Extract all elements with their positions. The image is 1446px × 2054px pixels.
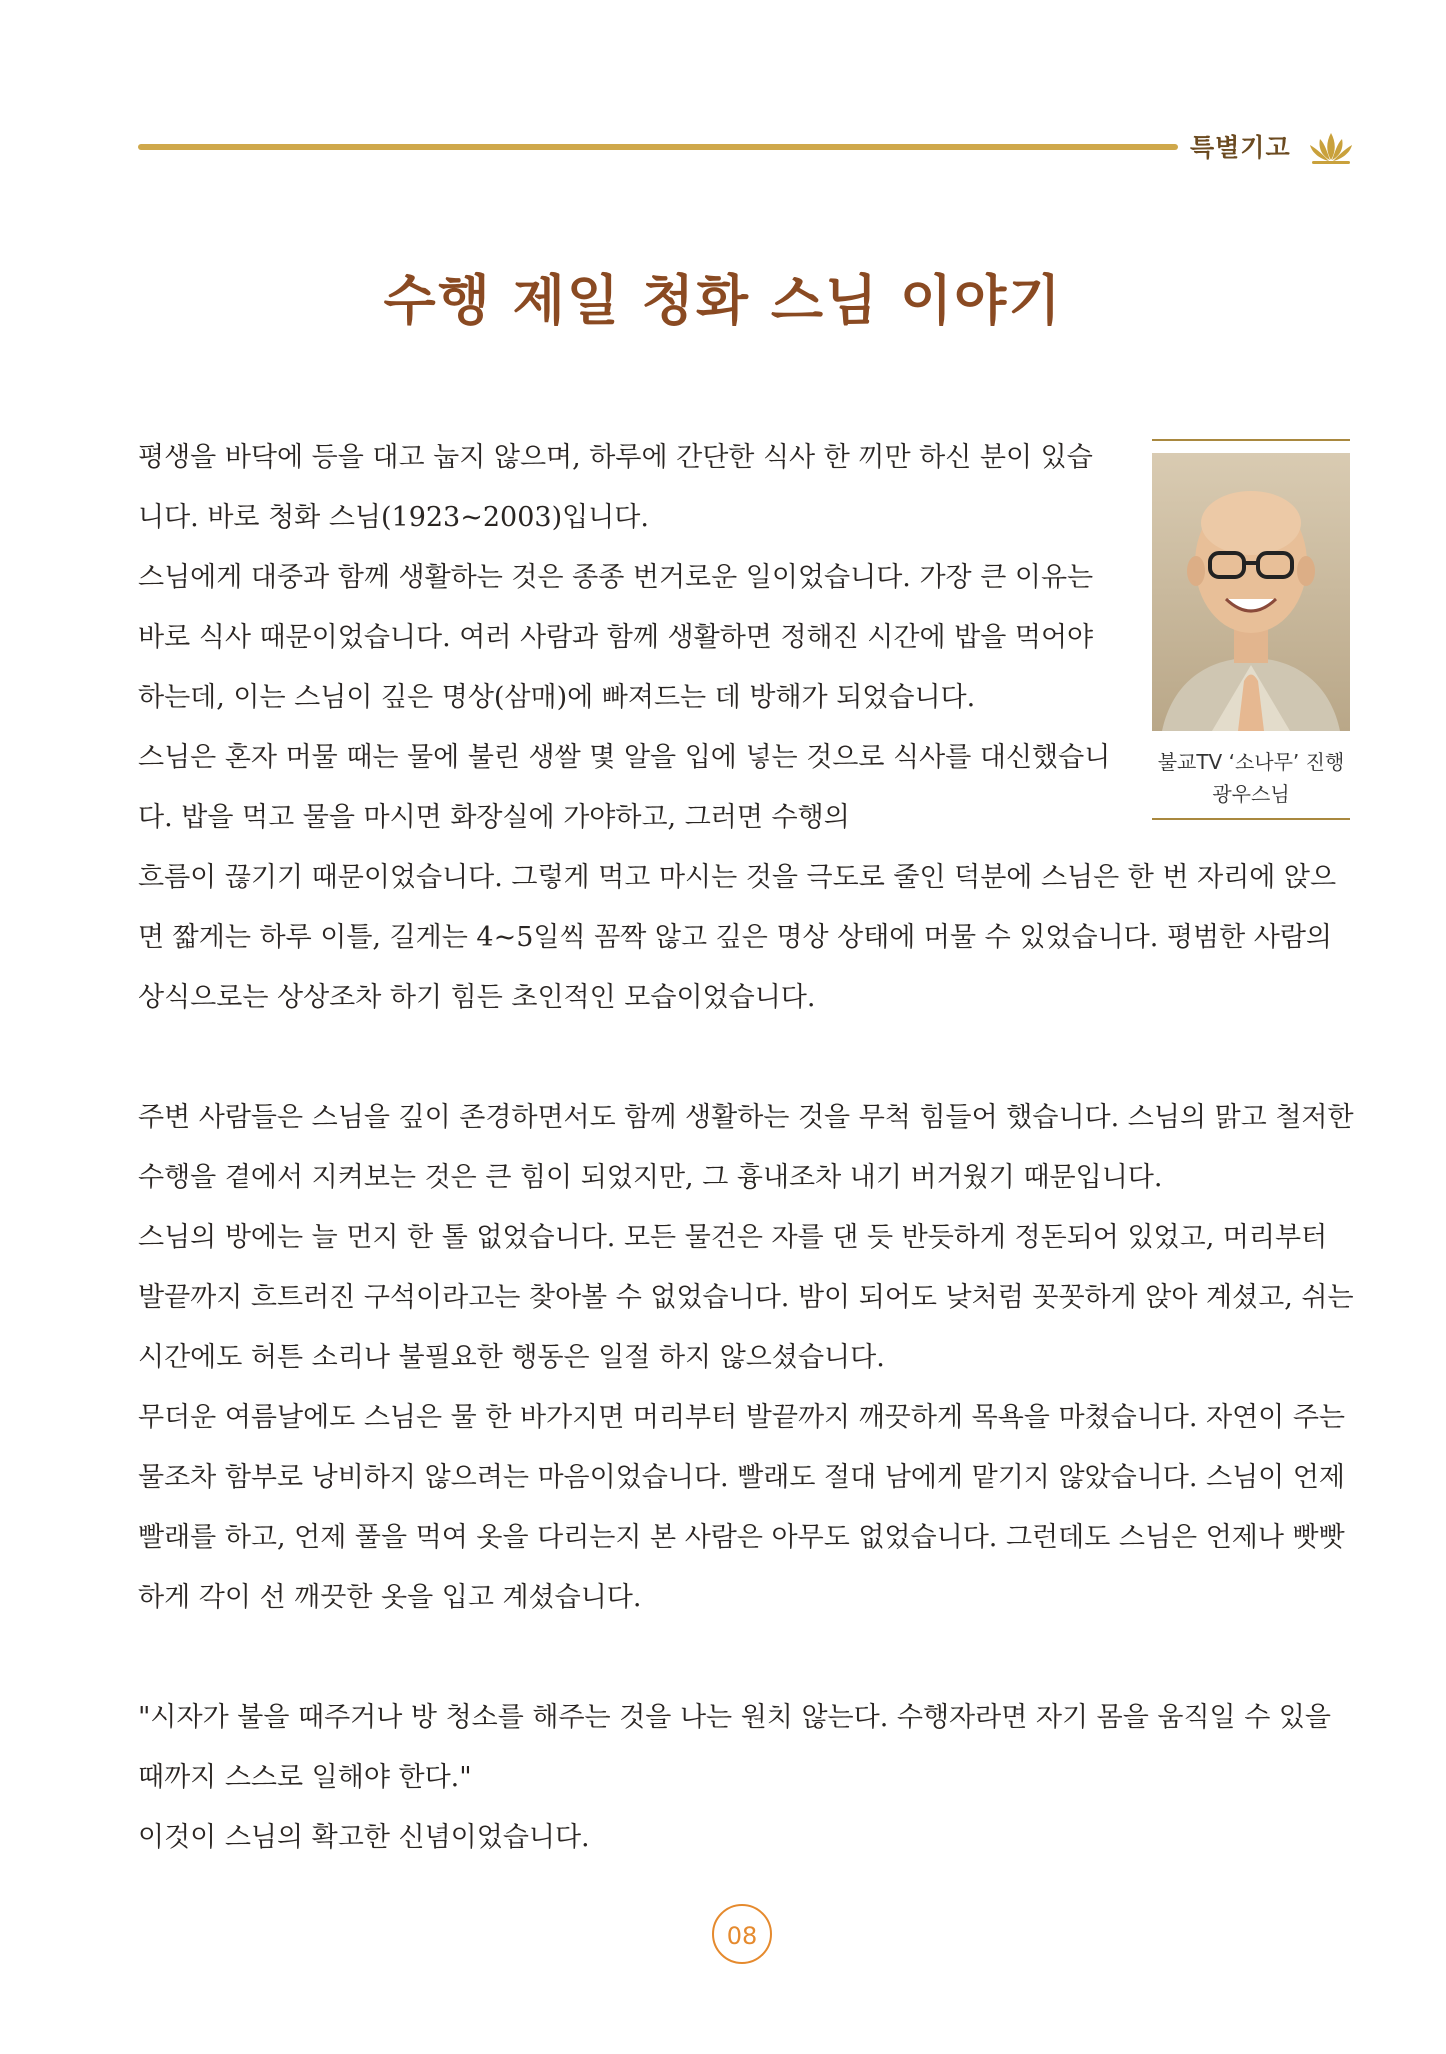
- article-body: [138, 428, 1354, 1868]
- paragraph-part: 스님은 혼자 머물 때는 물에 불린 생쌀 몇 알을 입에 넣는 것으로 식사를 대신했습니다. 밥을 먹고 물을 마시면 화장실에 가야하고, 그러면 수행의: [138, 742, 1111, 833]
- photo-caption-line2: 광우스님: [1212, 782, 1290, 806]
- header-rule: [138, 144, 1178, 150]
- section-label: 특별기고: [1190, 133, 1291, 162]
- paragraph: [138, 728, 1354, 1028]
- paragraph: 이것이 스님의 확고한 신념이었습니다.: [138, 1822, 590, 1853]
- paragraph: 스님에게 대중과 함께 생활하는 것은 종종 번거로운 일이었습니다. 가장 큰 이유는 바로 식사 때문이었습니다. 여러 사람과 함께 생활하면 정해진 시간에 밥을 먹어야 하는데, 이는 스님이 깊은 명상(삼매)에 빠져드는 데 방해가 되었습니다.: [138, 562, 1094, 713]
- article-title: 수행 제일 청화 스님 이야기: [383, 269, 1063, 332]
- paragraph: 스님의 방에는 늘 먼지 한 톨 없었습니다. 모든 물건은 자를 댄 듯 반듯하게 정돈되어 있었고, 머리부터 발끝까지 흐트러진 구석이라고는 찾아볼 수 없었습니다. 밤이 되어도 낮처럼 꼿꼿하게 앉아 계셨고, 쉬는 시간에도 허튼 소리나 불필요한 행동은 일절 하지 않으셨습니다.: [138, 1222, 1354, 1373]
- paragraph: 무더운 여름날에도 스님은 물 한 바가지면 머리부터 발끝까지 깨끗하게 목욕을 마쳤습니다. 자연이 주는 물조차 함부로 낭비하지 않으려는 마음이었습니다. 빨래도 절대 남에게 맡기지 않았습니다. 스님이 언제 빨래를 하고, 언제 풀을 먹여 옷을 다리는지 본 사람은 아무도 없었습니다. 그런데도 스님은 언제나 빳빳하게 각이 선 깨끗한 옷을 입고 계셨습니다.: [138, 1402, 1346, 1613]
- photo-caption-line1: 불교TV ‘소나무’ 진행: [1157, 750, 1345, 774]
- paragraph: 주변 사람들은 스님을 깊이 존경하면서도 함께 생활하는 것을 무척 힘들어 했습니다. 스님의 맑고 철저한 수행을 곁에서 지켜보는 것은 큰 힘이 되었지만, 그 흉내조차 내기 버거웠기 때문입니다.: [138, 1102, 1354, 1193]
- paragraph: "시자가 불을 때주거나 방 청소를 해주는 것을 나는 원치 않는다. 수행자라면 자기 몸을 움직일 수 있을 때까지 스스로 일해야 한다.": [138, 1702, 1332, 1793]
- lotus-icon: [1306, 130, 1356, 166]
- paragraph-part: 흐름이 끊기기 때문이었습니다. 그렇게 먹고 마시는 것을 극도로 줄인 덕분에 스님은 한 번 자리에 앉으면 짧게는 하루 이틀, 길게는 4~5일씩 꼼짝 않고 깊은 명상 상태에 머물 수 있었습니다. 평범한 사람의 상식으로는 상상조차 하기 힘든 초인적인 모습이었습니다.: [138, 862, 1337, 1013]
- paragraph: 평생을 바닥에 등을 대고 눕지 않으며, 하루에 간단한 식사 한 끼만 하신 분이 있습니다. 바로 청화 스님(1923~2003)입니다.: [138, 442, 1093, 533]
- page-number: 08: [712, 1904, 772, 1964]
